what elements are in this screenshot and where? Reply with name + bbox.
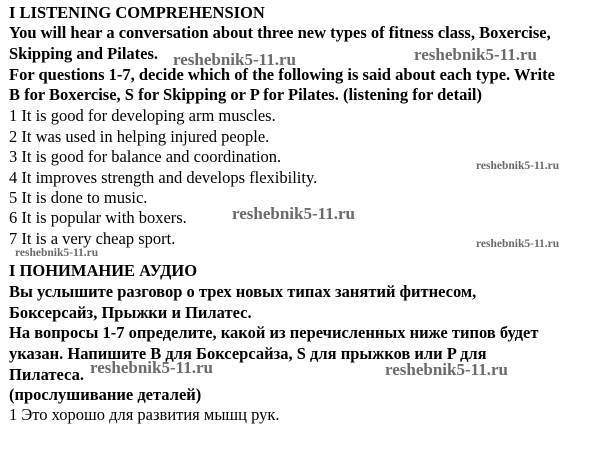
watermark: reshebnik5-11.ru [173,50,296,69]
watermark: reshebnik5-11.ru [414,45,537,64]
russian-task-line-3: Пилатеса. [9,365,84,384]
russian-task-line-2: указан. Напишите B для Боксерсайза, S для прыжков или P для [9,344,487,363]
english-item-5: 5 It is done to music. [9,188,148,207]
english-item-4: 4 It improves strength and develops flexibility. [9,168,318,187]
russian-item-1: 1 Это хорошо для развития мышц рук. [9,405,280,424]
english-item-2: 2 It was used in helping injured people. [9,127,270,146]
english-intro-line-2: Skipping and Pilates. [9,44,159,63]
watermark: reshebnik5-11.ru [232,204,355,223]
watermark: reshebnik5-11.ru [476,238,560,250]
watermark: reshebnik5-11.ru [15,247,99,259]
english-item-6: 6 It is popular with boxers. [9,208,187,227]
watermark: reshebnik5-11.ru [90,358,213,377]
english-task-line-1: For questions 1-7, decide which of the following is said about each type. Write [9,65,555,84]
english-item-1: 1 It is good for developing arm muscles. [9,106,276,125]
russian-task-line-4: (прослушивание деталей) [9,385,202,404]
russian-task-line-1: На вопросы 1-7 определите, какой из перечисленных ниже типов будет [9,323,539,342]
english-intro-line-1: You will hear a conversation about three new types of fitness class, Boxercise, [9,23,551,42]
english-task-line-2: B for Boxercise, S for Skipping or P for Pilates. (listening for detail) [9,85,482,104]
watermark: reshebnik5-11.ru [476,160,560,172]
english-item-7: 7 It is a very cheap sport. [9,229,176,248]
english-item-3: 3 It is good for balance and coordination. [9,147,282,166]
russian-intro-line-1: Вы услышите разговор о трех новых типах занятий фитнесом, [9,282,477,301]
russian-intro-line-2: Боксерсайз, Прыжки и Пилатес. [9,303,252,322]
russian-heading: I ПОНИМАНИЕ АУДИО [9,261,198,280]
watermark: reshebnik5-11.ru [385,360,508,379]
english-heading: I LISTENING COMPREHENSION [9,3,265,22]
